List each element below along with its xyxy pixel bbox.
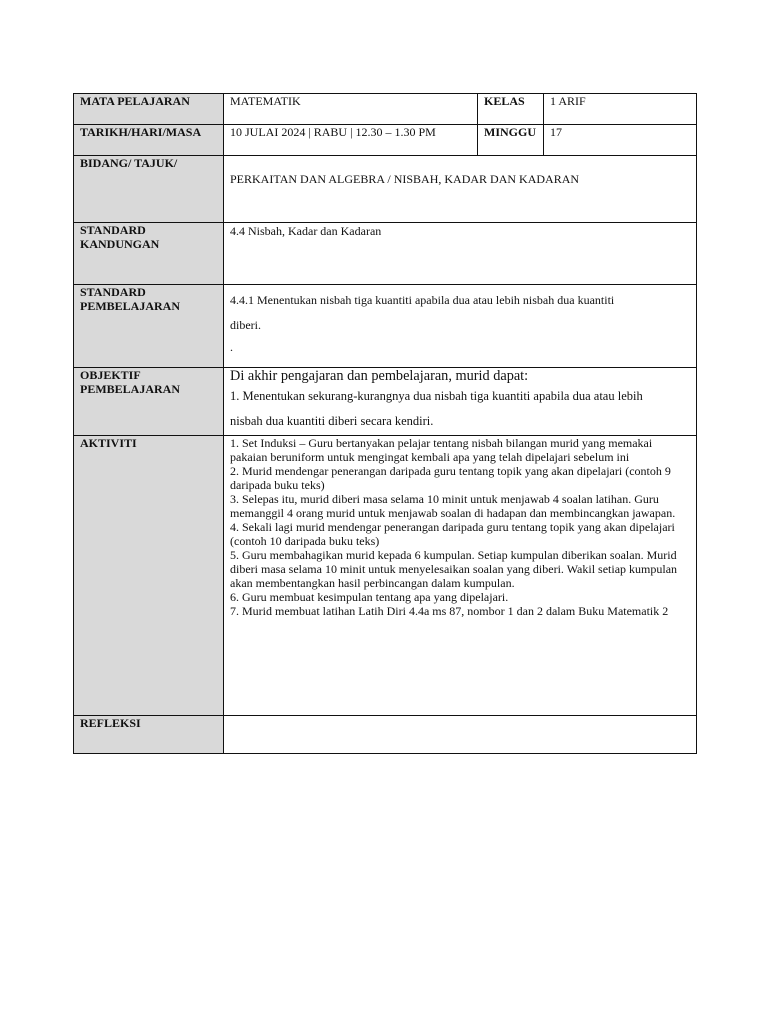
learning-standard-row <box>74 285 697 368</box>
reflection-value <box>224 716 697 754</box>
objective-line1: 1. Menentukan sekurang-kurangnya dua nisbah tiga kuantiti apabila dua atau lebih <box>230 389 643 403</box>
subject-value: MATEMATIK <box>224 94 478 125</box>
activity-item-7: 7. Murid membuat latihan Latih Diri 4.4a ms 87, nombor 1 dan 2 dalam Buku Matematik 2 <box>230 604 669 618</box>
learning-standard-label-line1: STANDARD <box>80 285 146 299</box>
subject-label: MATA PELAJARAN <box>74 94 224 125</box>
content-standard-row <box>74 223 697 285</box>
class-label: KELAS <box>478 94 544 125</box>
topic-row <box>74 156 697 223</box>
activity-item-2: 2. Murid mendengar penerangan daripada guru tentang topik yang akan dipelajari (contoh 9 daripada buku teks) <box>230 464 671 492</box>
objective-label-line1: OBJEKTIF <box>80 368 141 382</box>
class-value: 1 ARIF <box>544 94 697 125</box>
activity-item-3: 3. Selepas itu, murid diberi masa selama 10 minit untuk menjawab 4 soalan latihan. Guru memanggil 4 orang murid untuk menjawab soalan di hadapan dan membincangkan jawapan. <box>230 492 676 520</box>
learning-standard-label-line2: PEMBELAJARAN <box>80 299 181 313</box>
lesson-plan-table <box>73 93 697 754</box>
activities-row <box>74 436 697 716</box>
objective-intro: Di akhir pengajaran dan pembelajaran, murid dapat: <box>230 368 529 384</box>
objective-row <box>74 368 697 436</box>
learning-standard-value <box>224 285 697 368</box>
topic-value: PERKAITAN DAN ALGEBRA / NISBAH, KADAR DAN KADARAN <box>224 156 697 223</box>
reflection-label: REFLEKSI <box>74 716 224 754</box>
content-standard-label-line2: KANDUNGAN <box>80 237 160 251</box>
activities-label: AKTIVITI <box>74 436 224 716</box>
week-label: MINGGU <box>478 125 544 156</box>
learning-standard-line2: diberi. <box>230 318 261 332</box>
content-standard-label <box>74 223 224 285</box>
subject-row <box>74 94 697 125</box>
objective-value <box>224 368 697 436</box>
activity-item-4: 4. Sekali lagi murid mendengar penerangan daripada guru tentang topik yang akan dipelajari (contoh 10 daripada buku teks) <box>230 520 675 548</box>
activity-item-1: 1. Set Induksi – Guru bertanyakan pelajar tentang nisbah bilangan murid yang memakai pakaian beruniform untuk mengingat kembali apa yang telah dipelajari sebelum ini <box>230 436 653 464</box>
week-value: 17 <box>544 125 697 156</box>
objective-label-line2: PEMBELAJARAN <box>80 382 181 396</box>
topic-label: BIDANG/ TAJUK/ <box>74 156 224 223</box>
date-row <box>74 125 697 156</box>
learning-standard-line1: 4.4.1 Menentukan nisbah tiga kuantiti apabila dua atau lebih nisbah dua kuantiti <box>230 293 615 307</box>
objective-label <box>74 368 224 436</box>
objective-line2: nisbah dua kuantiti diberi secara kendiri. <box>230 414 434 428</box>
content-standard-label-line1: STANDARD <box>80 223 146 237</box>
activity-item-5: 5. Guru membahagikan murid kepada 6 kumpulan. Setiap kumpulan diberikan soalan. Murid diberi masa selama 10 minit untuk menyelesaikan soalan yang diberi. Wakil setiap kumpulan akan membentangkan hasil perbincangan dalam kumpulan. <box>230 548 678 590</box>
reflection-row <box>74 716 697 754</box>
activities-list <box>224 436 697 716</box>
date-label: TARIKH/HARI/MASA <box>74 125 224 156</box>
content-standard-value: 4.4 Nisbah, Kadar dan Kadaran <box>224 223 697 285</box>
learning-standard-line3: . <box>230 340 233 354</box>
activity-item-6: 6. Guru membuat kesimpulan tentang apa yang dipelajari. <box>230 590 509 604</box>
date-value: 10 JULAI 2024 | RABU | 12.30 – 1.30 PM <box>224 125 478 156</box>
learning-standard-label <box>74 285 224 368</box>
